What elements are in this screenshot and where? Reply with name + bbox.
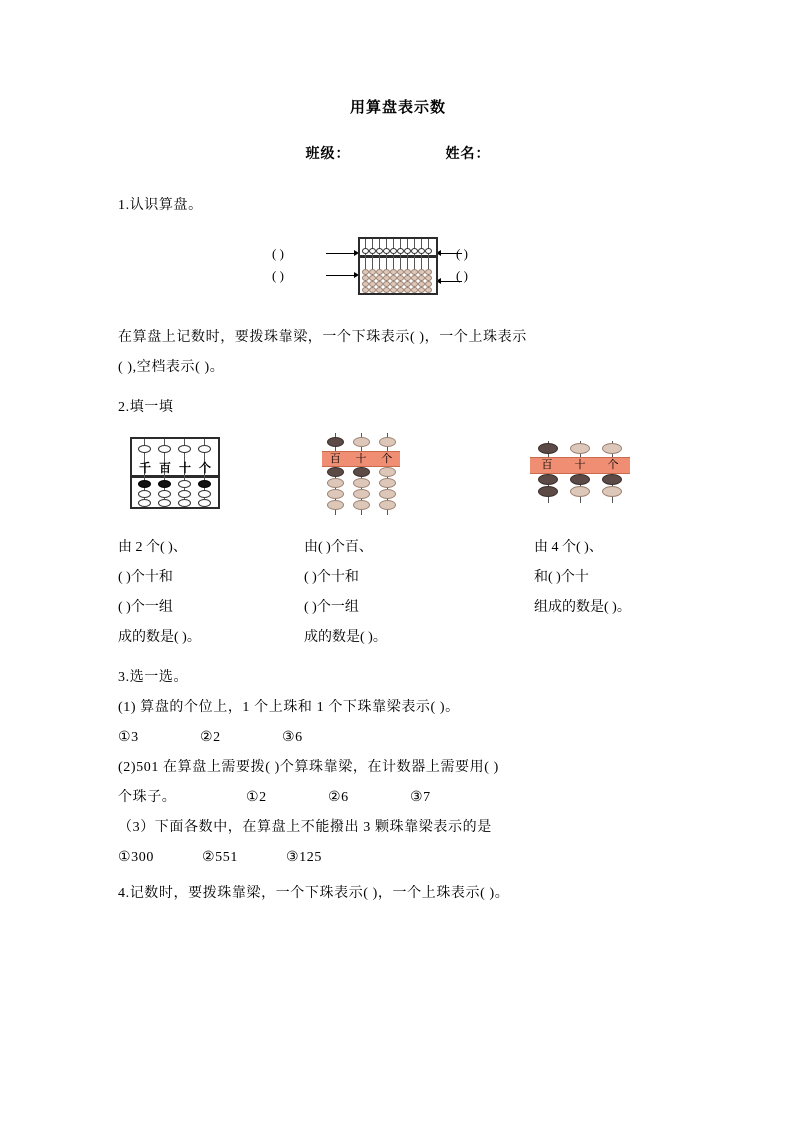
class-label: 班级：	[305, 147, 351, 162]
callout-left-top: ( )	[272, 246, 284, 261]
section3-q2: (2)501 在算盘上需要拨( )个算珠靠梁，在计数器上需要用( )	[118, 760, 499, 775]
q2-continued: 个珠子。	[118, 790, 177, 805]
q1-option-3[interactable]: ③6	[282, 730, 303, 745]
section2-col2	[304, 533, 494, 653]
section2-col1	[118, 533, 298, 653]
q3-option-2[interactable]: ②551	[202, 850, 238, 865]
abacus-figure	[358, 237, 438, 295]
section3-q3: （3）下面各数中，在算盘上不能撥出 3 颗珠靠梁表示的是	[118, 820, 492, 835]
abacus-beam	[358, 255, 438, 258]
abacus-figure-b	[322, 433, 400, 515]
worksheet-content	[118, 96, 678, 909]
leader-line-3	[440, 253, 462, 254]
callout-left-bottom: ( )	[272, 268, 284, 283]
name-label: 姓名：	[445, 147, 491, 162]
col1-line3: ( )个一组	[118, 600, 173, 615]
abacus-figure-c	[530, 441, 630, 503]
section3-heading: 3.选一选。	[118, 670, 189, 685]
abacus-a-unit-labels: 千 百 十 个	[138, 461, 211, 475]
section1-text-line1: 在算盘上记数时，要拨珠靠梁，一个下珠表示( )，一个上珠表示	[118, 330, 527, 345]
leader-line-4	[440, 281, 462, 282]
q3-option-3[interactable]: ③125	[286, 850, 322, 865]
section1-text-line2: ( ),空档表示( )。	[118, 360, 225, 375]
q3-option-1[interactable]: ①300	[118, 850, 154, 865]
q2-option-2[interactable]: ②6	[328, 790, 349, 805]
section1-heading: 1.认识算盘。	[118, 198, 203, 213]
section3-q1-options	[118, 723, 678, 753]
col2-line4: 成的数是( )。	[304, 630, 387, 645]
abacus-figure-a	[130, 437, 220, 509]
abacus-b-unit-labels: 百 十 个	[322, 451, 400, 467]
col1-line1: 由 2 个( )、	[118, 540, 187, 555]
col1-line4: 成的数是( )。	[118, 630, 201, 645]
student-info-line	[118, 143, 678, 163]
section3-q2-line2	[118, 783, 678, 813]
col2-line1: 由( )个百、	[304, 540, 373, 555]
q2-option-3[interactable]: ③7	[410, 790, 431, 805]
section3-q1: (1) 算盘的个位上，1 个上珠和 1 个下珠靠梁表示( )。	[118, 700, 460, 715]
leader-line-2	[326, 275, 356, 276]
section2-figures	[118, 433, 678, 533]
col3-line2: 和( )个十	[534, 570, 589, 585]
q1-option-1[interactable]: ①3	[118, 730, 139, 745]
callout-right-top: ( )	[456, 246, 468, 261]
col2-line2: ( )个十和	[304, 570, 359, 585]
callout-right-bottom: ( )	[456, 268, 468, 283]
section3-q3-options	[118, 843, 678, 873]
q2-option-1[interactable]: ①2	[246, 790, 267, 805]
section2-col3	[534, 533, 724, 623]
section2-answer-columns	[118, 533, 678, 663]
section2-heading: 2.填一填	[118, 400, 174, 415]
col3-line1: 由 4 个( )、	[534, 540, 603, 555]
col3-line3: 组成的数是( )。	[534, 600, 631, 615]
col2-line3: ( )个一组	[304, 600, 359, 615]
leader-line-1	[326, 253, 356, 254]
col1-line2: ( )个十和	[118, 570, 173, 585]
abacus-c-unit-labels: 百 十 个	[530, 457, 630, 474]
abacus-diagram-labelled	[118, 229, 678, 303]
q1-option-2[interactable]: ②2	[200, 730, 221, 745]
page-title: 用算盘表示数	[349, 100, 446, 116]
section4-heading: 4.记数时，要拨珠靠梁，一个下珠表示( )，一个上珠表示( )。	[118, 886, 510, 901]
